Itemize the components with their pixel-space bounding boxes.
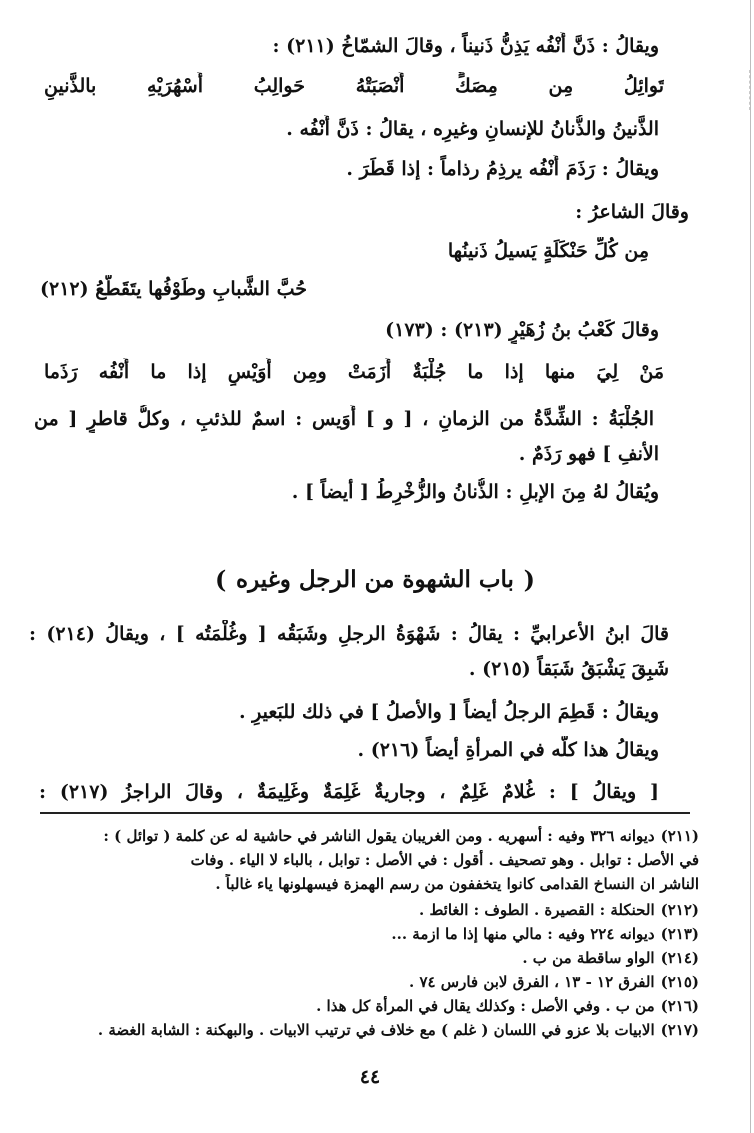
body-line: [ ويقالُ ] : غُلامٌ غَلِمٌ ، وجاريةٌ غَلِمَةٌ وغَلِيمَةٌ ، وقالَ الراجزُ (٢١٧) : — [39, 781, 659, 803]
verse-line: مَنْ لِيَ منها إذا ما جُلْبَةٌ أَزَمَتْ ومِن أُوَيْسٍ إذا ما أَنْفُه رَذَما — [44, 361, 664, 383]
footnote-text: الحنكلة : القصيرة . الطوف : الغائط . — [419, 901, 655, 919]
body-line: ويقالُ : رَذَمَ أَنْفُه يرذِمُ رذاماً : إذا قَطَرَ . — [346, 158, 659, 180]
verse-line: تَوائِلُ مِن مِصَكٍّ أَنْصَبَتْهُ حَوالِبُ أَسْهُرَيْهِ بالذَّنينِ — [44, 75, 664, 97]
footnote-214 — [39, 948, 699, 969]
body-line: الذَّنينُ والذُّنانُ للإنسانِ وغيرِه ، يقالُ : ذَنَّ أَنْفُه . — [286, 118, 659, 140]
footnote-number: (٢١٢) — [660, 901, 699, 919]
body-line: ويقالُ : قَطِمَ الرجلُ أيضاً [ والأصلُ ] في ذلك للبَعيرِ . — [238, 701, 659, 723]
verse-line: مِن كُلِّ حَنْكَلَةٍ يَسيلُ ذَنينُها — [447, 240, 649, 262]
footnote-217 — [39, 1020, 699, 1041]
page-number: ٤٤ — [359, 1066, 381, 1088]
footnote-216 — [39, 996, 699, 1017]
footnote-rule — [40, 812, 690, 814]
footnote-number: (٢١٦) — [660, 997, 699, 1015]
body-line: ويقالُ هذا كلُّه في المرأةِ أيضاً (٢١٦) . — [357, 739, 659, 761]
footnote-213 — [39, 924, 699, 945]
footnote-text: ديوانه ٢٢٤ وفيه : مالي منها إذا ما ازمة ... — [391, 925, 655, 943]
body-line: ويُقالُ لهُ مِنَ الإبلِ : الذُّنانُ والزُّخْرِطُ [ أيضاً ] . — [291, 481, 659, 503]
body-line: ويقالُ : ذَنَّ أَنْفُه يَذِنُّ ذَنيناً ، وقالَ الشمّاخُ (٢١١) : — [272, 35, 659, 57]
body-line: شَبِقَ يَشْبَقُ شَبَقاً (٢١٥) . — [468, 658, 669, 680]
footnote-text: الابيات بلا عزو في اللسان ( غلم ) مع خلاف في ترتيب الابيات . والبهكنة : الشابة الغضة . — [97, 1021, 655, 1039]
footnote-line: في الأصل : توابل . وهو تصحيف . أقول : في الأصل : توابل ، بالباء لا الياء . وفات — [190, 851, 699, 869]
section-title: باب الشهوة من الرجل وغيره — [236, 566, 514, 593]
body-line: الأنفِ ] فهو رَذَمٌ . — [518, 443, 659, 465]
footnote-211 — [39, 826, 699, 847]
body-line: الجُلْبَةُ : الشِّدَّةُ من الزمانِ ، [ و ] أُوَيس : اسمٌ للذئبِ ، وكلُّ قاطرٍ [ من — [34, 408, 654, 430]
footnote-number: (٢١٣) — [660, 925, 699, 943]
page-edge-line — [750, 0, 751, 1133]
footnote-number: (٢١٧) — [660, 1021, 699, 1039]
body-line: وقالَ كَعْبُ بنُ زُهَيْرٍ (٢١٣) : (١٧٣) — [385, 319, 659, 341]
footnote-212 — [39, 900, 699, 921]
footnote-line: الناشر ان النساخ القدامى كانوا يتخففون من رسم الهمزة فيسهلونها ياء غالباً . — [215, 875, 699, 893]
footnote-text: الفرق ١٢ - ١٣ ، الفرق لابن فارس ٧٤ . — [409, 973, 655, 991]
footnote-text: ديوانه ٣٢٦ وفيه : أسهريه . ومن الغريبان يقول الناشر في حاشية له عن كلمة ( توائل ) : — [103, 827, 655, 845]
section-heading — [215, 562, 535, 598]
footnote-215 — [39, 972, 699, 993]
footnote-number: (٢١٤) — [660, 949, 699, 967]
body-line: وقالَ الشاعرُ : — [575, 201, 689, 223]
page-edge-mark — [743, 70, 750, 110]
heading-open-bracket: ( — [523, 565, 535, 594]
verse-line: حُبَّ الشَّبابِ وطَوْفُها يتَقَطَّعُ (٢١٢) — [40, 278, 307, 300]
footnote-text: من ب . وفي الأصل : وكذلك يقال في المرأة كل هذا . — [316, 997, 655, 1015]
footnote-number: (٢١٥) — [660, 973, 699, 991]
body-line: قالَ ابنُ الأعرابيِّ : يقالُ : شَهْوَةُ الرجلِ وشَبَقُه [ وغُلْمَتُه ] ، ويقالُ (٢١٤) : — [29, 623, 669, 645]
footnote-number: (٢١١) — [660, 827, 699, 845]
footnote-text: الواو ساقطة من ب . — [522, 949, 655, 967]
heading-close-bracket: ) — [215, 565, 227, 594]
